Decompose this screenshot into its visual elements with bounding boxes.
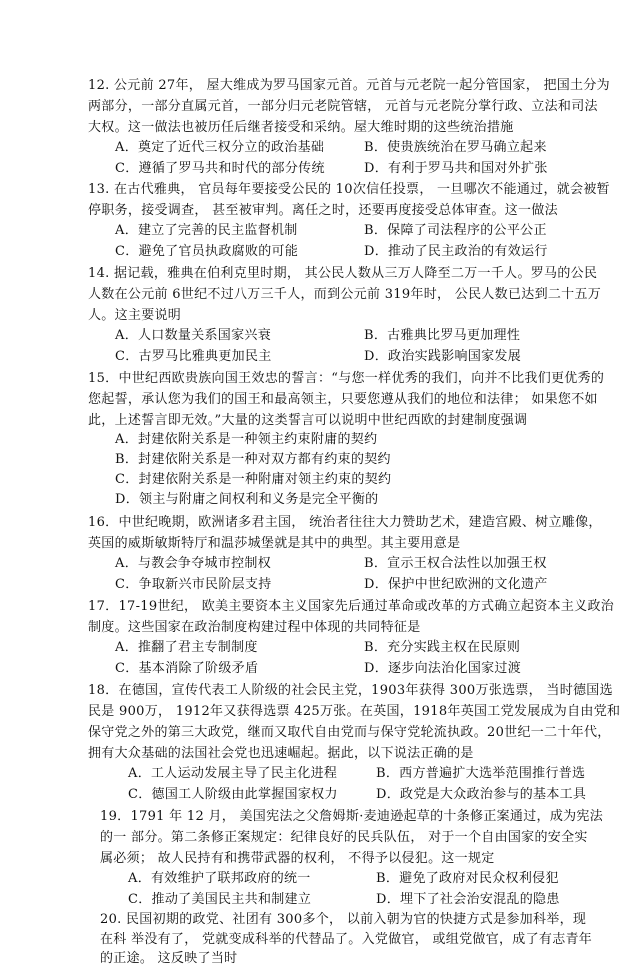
option-c: C．避免了官员执政腐败的可能: [115, 244, 299, 259]
question-stem-line: 16．中世纪晚期，欧洲诸多君主国， 统治者往往大力赞助艺术，建造宫殿、树立雕像，: [88, 515, 602, 530]
question-stem-line: 保守党之外的第三大政党，继而又取代自由党而与保守党轮流执政。20世纪一二十年代，: [88, 725, 611, 740]
question-stem-line: 拥有大众基础的法国社会党也迅速崛起。据此，以下说法正确的是: [88, 746, 474, 761]
option-a: A．人口数量关系国家兴衰: [115, 328, 271, 343]
question-stem-line: 19．1791 年 12 月， 美国宪法之父詹姆斯·麦迪逊起草的十条修正案通过，成为宪法: [100, 809, 604, 824]
option-c: C．推动了美国民主共和制建立: [128, 892, 312, 907]
question-stem-line: 12. 公元前 27年， 屋大维成为罗马国家元首。元首与元老院一起分管国家， 把国土分为: [88, 78, 610, 93]
option-c: C．德国工人阶级由此掌握国家权力: [128, 787, 338, 802]
question-stem-line: 15．中世纪西欧贵族向国王效忠的誓言：“与您一样优秀的我们，向并不比我们更优秀的: [88, 371, 605, 386]
option-a: A．建立了完善的民主监督机制: [115, 223, 298, 238]
option-c: C．封建依附关系是一种附庸对领主约束的契约: [115, 472, 392, 487]
option-d: D．推动了民主政治的有效运行: [364, 244, 548, 259]
option-b: B．宣示王权合法性以加强王权: [364, 556, 547, 571]
option-a: A．奠定了近代三权分立的政治基础: [115, 140, 325, 155]
question-stem-line: 18．在德国，宣传代表工人阶级的社会民主党，1903年获得 300万张选票， 当时德国选: [88, 683, 613, 698]
option-d: D．埋下了社会治安混乱的隐患: [376, 892, 560, 907]
question-stem-line: 的一 部分。第二条修正案规定：纪律良好的民兵队伍， 对于一个自由国家的安全实: [100, 830, 588, 845]
option-c: C．遵循了罗马共和时代的部分传统: [115, 161, 325, 176]
question-stem-line: 的正途。 这反映了当时: [100, 951, 238, 966]
option-d: D．保护中世纪欧洲的文化遗产: [364, 577, 548, 592]
question-stem-line: 13. 在古代雅典， 官员每年要接受公民的 10次信任投票， 一旦哪次不能通过，就会被暂: [88, 182, 610, 197]
question-stem-line: 属必须； 故人民持有和携带武器的权利， 不得予以侵犯。这一规定: [100, 851, 495, 866]
option-d: D．政党是大众政治参与的基本工具: [376, 787, 587, 802]
option-b: B．避免了政府对民众权利侵犯: [376, 871, 559, 886]
option-a: A．与教会争夺城市控制权: [115, 556, 271, 571]
option-c: C．争取新兴市民阶层支持: [115, 577, 272, 592]
option-d: D．有利于罗马共和国对外扩张: [364, 161, 548, 176]
option-d: D．领主与附庸之间权利和义务是完全平衡的: [115, 492, 379, 507]
option-b: B．古雅典比罗马更加理性: [364, 328, 521, 343]
option-b: B．保障了司法程序的公平公正: [364, 223, 547, 238]
option-a: A．推翻了君主专制制度: [115, 640, 258, 655]
question-stem-line: 两部分，一部分直属元首，一部分归元老院管辖， 元首与元老院分掌行政、立法和司法: [88, 99, 598, 114]
question-stem-line: 英国的威斯敏斯特厅和温莎城堡就是其中的典型。其主要用意是: [88, 536, 461, 551]
option-a: A．封建依附关系是一种领主约束附庸的契约: [115, 432, 378, 447]
option-c: C．古罗马比雅典更加民主: [115, 349, 272, 364]
option-c: C．基本消除了阶级矛盾: [115, 661, 259, 676]
question-stem-line: 人。这主要说明: [88, 308, 182, 323]
option-b: B．西方普遍扩大选举范围推行普选: [376, 766, 586, 781]
option-d: D．政治实践影响国家发展: [364, 349, 522, 364]
option-a: A．工人运动发展主导了民主化进程: [128, 766, 338, 781]
option-d: D．逐步向法治化国家过渡: [364, 661, 522, 676]
question-stem-line: 人数在公元前 6世纪不过八万三千人，而到公元前 319年时， 公民人数已达到二十五万: [88, 287, 602, 302]
question-stem-line: 在科 举没有了， 党就变成科举的代替品了。入党做官， 或组党做官，成了有志青年: [100, 932, 593, 947]
question-stem-line: 14. 据记载，雅典在伯利克里时期， 其公民人数从三万人降至二万一千人。罗马的公民: [88, 266, 598, 281]
option-b: B．封建依附关系是一种对双方都有约束的契约: [115, 452, 391, 467]
question-stem-line: 停职务，接受调查， 甚至被审判。离任之时，还要再度接受总体审查。这一做法: [88, 203, 558, 218]
question-stem-line: 此，上述誓言即无效。”大量的这类誓言可以说明中世纪西欧的封建制度强调: [88, 413, 528, 428]
question-stem-line: 制度。这些国家在政治制度构建过程中体现的共同特征是: [88, 620, 421, 635]
question-stem-line: 大权。这一做法也被历任后继者接受和采纳。屋大维时期的这些统治措施: [88, 120, 514, 135]
question-stem-line: 您起誓，承认您为我们的国王和最高领主，只要您遵从我们的地位和法律； 如果您不如: [88, 392, 598, 407]
option-a: A．有效维护了联邦政府的统一: [128, 871, 311, 886]
question-stem-line: 民是 900万， 1912年又获得选票 425万张。在英国，1918年英国工党发展成为自由党和: [88, 704, 621, 719]
option-b: B．充分实践主权在民原则: [364, 640, 521, 655]
option-b: B．使贵族统治在罗马确立起来: [364, 140, 547, 155]
question-stem-line: 17．17-19世纪， 欧美主要资本主义国家先后通过革命或改革的方式确立起资本主义政治: [88, 599, 615, 614]
question-stem-line: 20. 民国初期的政党、社团有 300多个， 以前入朝为官的快捷方式是参加科举，现: [100, 912, 587, 927]
